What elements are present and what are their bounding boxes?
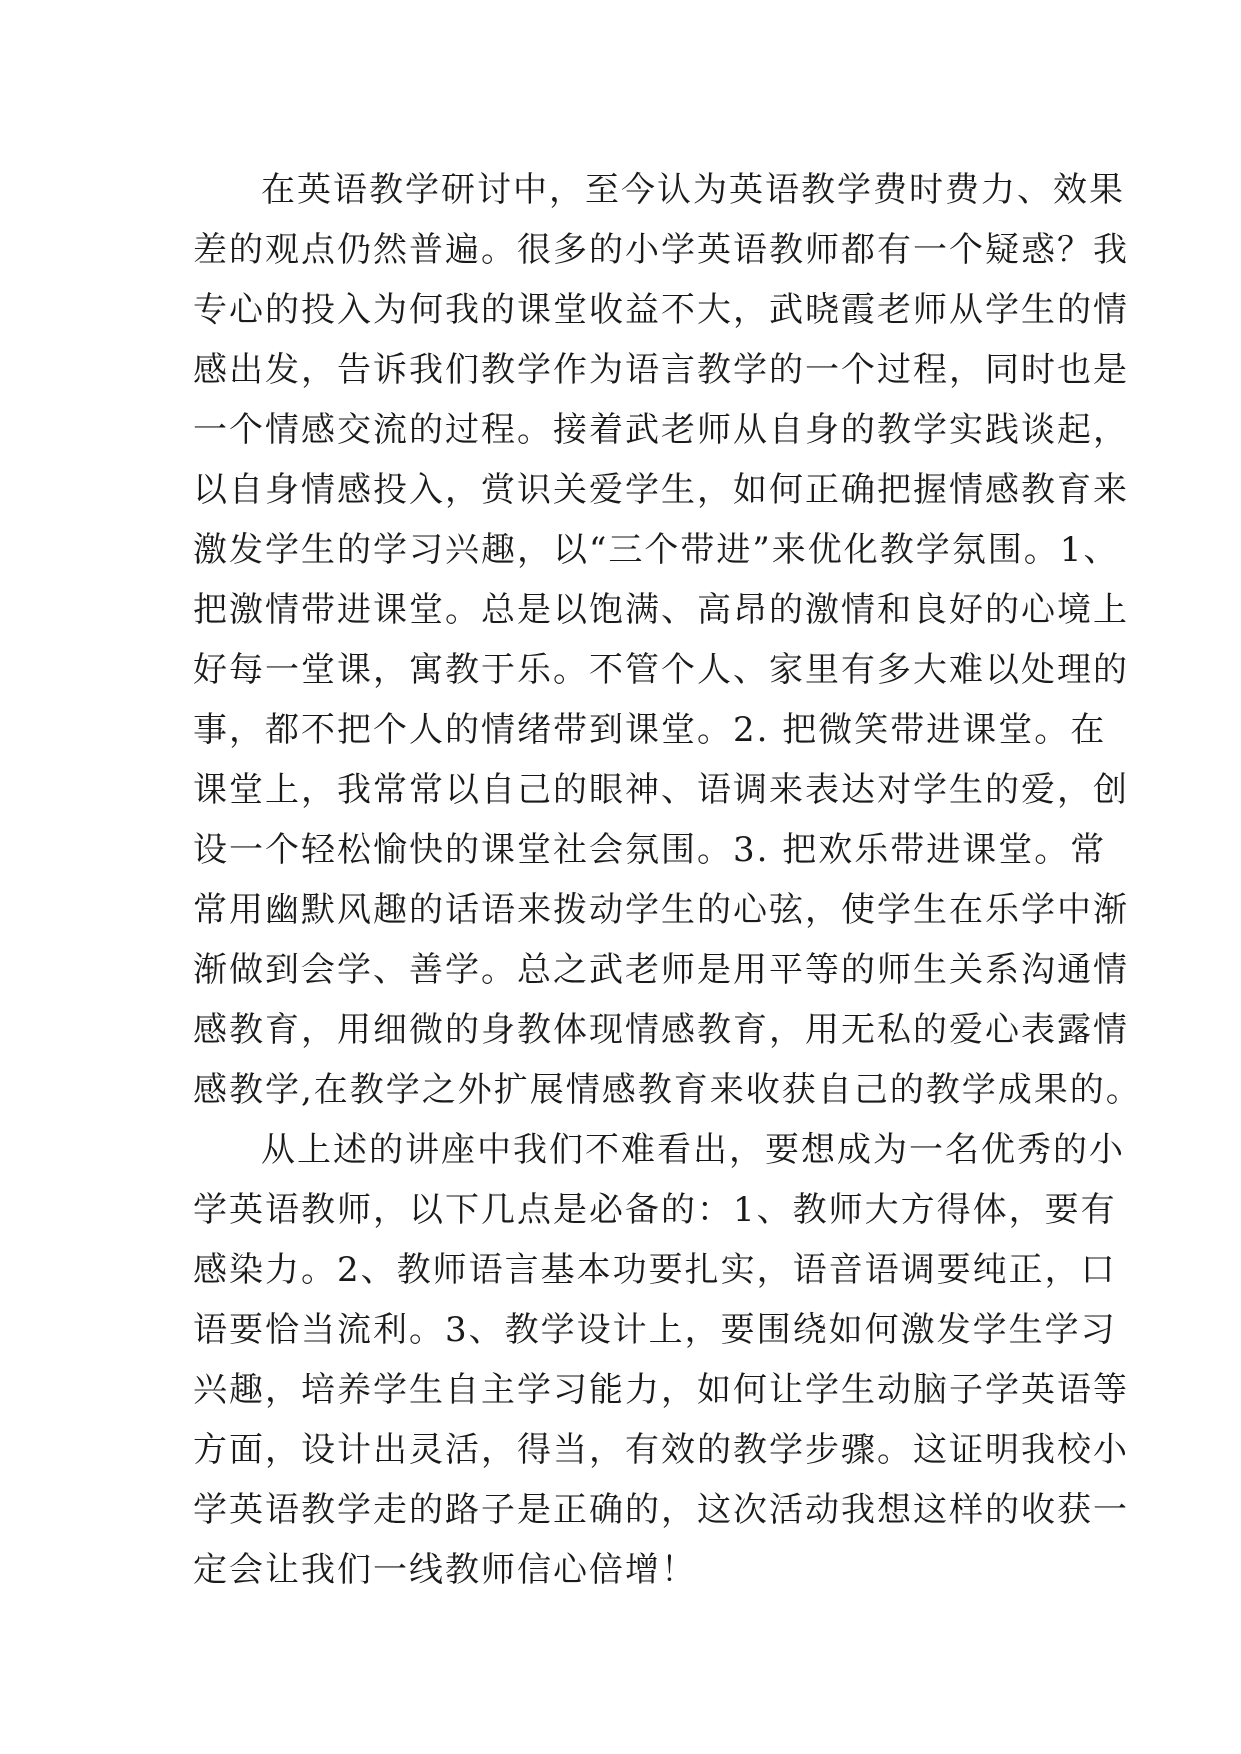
text-line: 激发学生的学习兴趣，以“三个带进”来优化教学氛围。1、 <box>193 530 1120 570</box>
text-line: 感出发，告诉我们教学作为语言教学的一个过程，同时也是 <box>193 350 1129 390</box>
document-body <box>193 160 1142 1600</box>
text-line: 感教学,在教学之外扩展情感教育来收获自己的教学成果的。 <box>193 1070 1142 1110</box>
text-line: 在英语教学研讨中，至今认为英语教学费时费力、效果 <box>261 170 1125 210</box>
text-line: 好每一堂课，寓教于乐。不管个人、家里有多大难以处理的 <box>193 650 1129 690</box>
text-line: 以自身情感投入，赏识关爱学生，如何正确把握情感教育来 <box>193 470 1129 510</box>
text-line: 一个情感交流的过程。接着武老师从自身的教学实践谈起， <box>193 410 1129 450</box>
text-line: 定会让我们一线教师信心倍增！ <box>193 1550 697 1590</box>
text-line: 学英语教学走的路子是正确的，这次活动我想这样的收获一 <box>193 1490 1129 1530</box>
text-line: 语要恰当流利。3、教学设计上，要围绕如何激发学生学习 <box>193 1310 1117 1350</box>
paragraph-2 <box>193 1120 1129 1600</box>
text-line: 设一个轻松愉快的课堂社会氛围。3. 把欢乐带进课堂。常 <box>193 830 1107 870</box>
paragraph-1 <box>193 160 1142 1120</box>
text-line: 事，都不把个人的情绪带到课堂。2. 把微笑带进课堂。在 <box>193 710 1107 750</box>
text-line: 学英语教师，以下几点是必备的：1、教师大方得体，要有 <box>193 1190 1117 1230</box>
text-line: 专心的投入为何我的课堂收益不大，武晓霞老师从学生的情 <box>193 290 1129 330</box>
text-line: 把激情带进课堂。总是以饱满、高昂的激情和良好的心境上 <box>193 590 1129 630</box>
text-line: 从上述的讲座中我们不难看出，要想成为一名优秀的小 <box>261 1130 1125 1170</box>
text-line: 渐做到会学、善学。总之武老师是用平等的师生关系沟通情 <box>193 950 1129 990</box>
text-line: 兴趣，培养学生自主学习能力，如何让学生动脑子学英语等 <box>193 1370 1129 1410</box>
text-line: 差的观点仍然普遍。很多的小学英语教师都有一个疑惑？我 <box>193 230 1129 270</box>
text-line: 课堂上，我常常以自己的眼神、语调来表达对学生的爱，创 <box>193 770 1129 810</box>
text-line: 方面，设计出灵活，得当，有效的教学步骤。这证明我校小 <box>193 1430 1129 1470</box>
text-line: 常用幽默风趣的话语来拨动学生的心弦，使学生在乐学中渐 <box>193 890 1129 930</box>
text-line: 感染力。2、教师语言基本功要扎实，语音语调要纯正，口 <box>193 1250 1117 1290</box>
text-line: 感教育，用细微的身教体现情感教育，用无私的爱心表露情 <box>193 1010 1129 1050</box>
